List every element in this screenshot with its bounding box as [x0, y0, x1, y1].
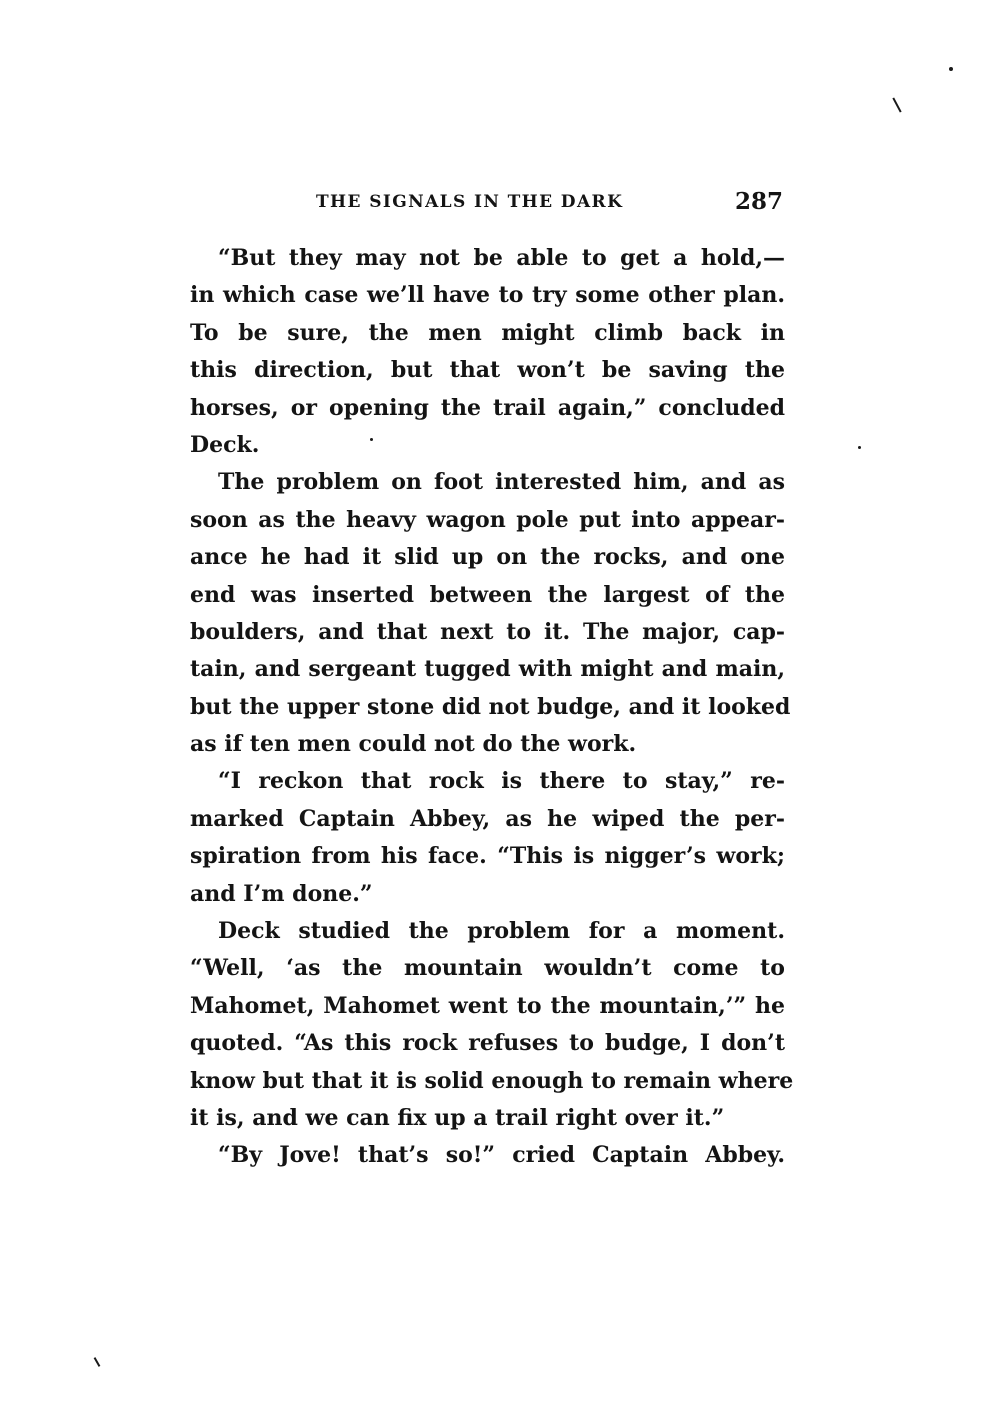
text-line: To be sure, the men might climb back in [190, 319, 785, 346]
text-line: know but that it is solid enough to remain where [190, 1067, 794, 1094]
scan-mark [94, 1357, 101, 1367]
running-title: THE SIGNALS IN THE DARK [316, 192, 624, 212]
scan-speck [949, 67, 953, 71]
text-line: “But they may not be able to get a hold,— [218, 245, 785, 271]
text-line: this direction, but that won’t be saving the [190, 357, 785, 384]
text-line: tain, and sergeant tugged with might and main, [190, 656, 785, 683]
body-text [190, 240, 794, 1175]
text-line: The problem on foot interested him, and as [218, 469, 785, 496]
scan-speck [370, 438, 373, 441]
text-line: but the upper stone did not budge, and it looked [190, 693, 791, 720]
text-line: spiration from his face. “This is nigger’s work; [190, 843, 785, 870]
text-line: “By Jove! that’s so!” cried Captain Abbey. [218, 1142, 785, 1169]
text-line: ance he had it slid up on the rocks, and one [190, 544, 785, 571]
text-line: Deck studied the problem for a moment. [218, 918, 785, 945]
running-head [190, 188, 785, 218]
text-line: end was inserted between the largest of the [190, 581, 785, 608]
text-line: as if ten men could not do the work. [190, 731, 637, 758]
text-line: Deck. [190, 431, 260, 458]
text-line: soon as the heavy wagon pole put into appear- [190, 506, 785, 533]
scan-speck [858, 446, 861, 449]
text-line: boulders, and that next to it. The major, cap- [190, 618, 785, 645]
scan-mark [892, 97, 901, 112]
text-line: in which case we’ll have to try some other plan. [190, 282, 785, 309]
text-line: it is, and we can fix up a trail right over it.” [190, 1104, 725, 1131]
text-line: horses, or opening the trail again,” concluded [190, 394, 785, 421]
page-number: 287 [734, 188, 783, 215]
text-line: and I’m done.” [190, 880, 373, 907]
text-line: “I reckon that rock is there to stay,” re- [218, 768, 785, 795]
text-line: quoted. “As this rock refuses to budge, I don’t [190, 1030, 785, 1057]
text-line: marked Captain Abbey, as he wiped the per- [190, 805, 785, 832]
text-line: “Well, ‘as the mountain wouldn’t come to [190, 955, 785, 982]
text-line: Mahomet, Mahomet went to the mountain,’” he [190, 992, 785, 1019]
